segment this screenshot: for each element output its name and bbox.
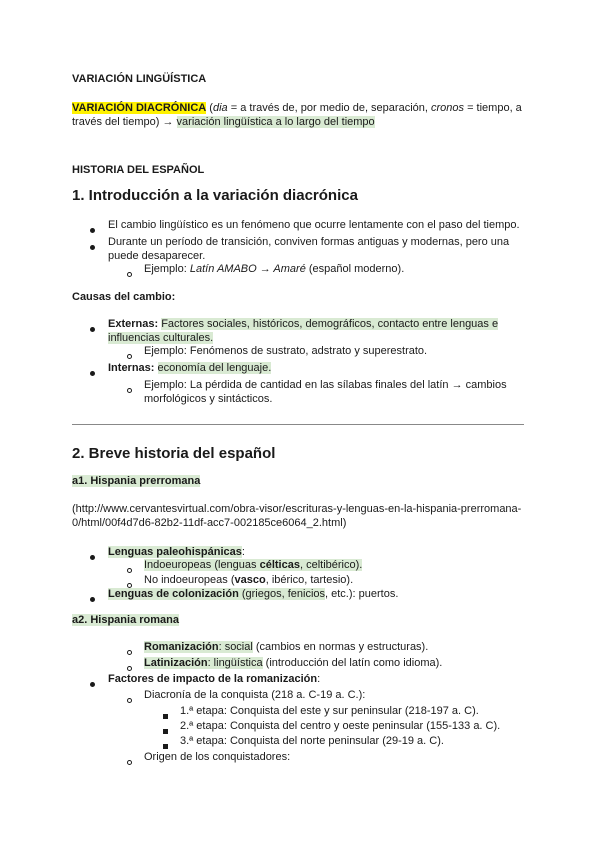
bullet-circle-icon bbox=[127, 693, 132, 707]
section-2-heading: 2. Breve historia del español bbox=[72, 445, 276, 462]
section-divider bbox=[72, 424, 524, 425]
definition-term: VARIACIÓN DIACRÓNICA bbox=[72, 102, 207, 114]
definition-paragraph: VARIACIÓN DIACRÓNICA (dia = a través de, por medio de, separación, cronos = tiempo, a través del tiempo) → variación lingüística a lo largo del tiempo bbox=[72, 102, 522, 128]
bullet-square-icon bbox=[163, 709, 168, 723]
list-item: 2.ª etapa: Conquista del centro y oeste peninsular (155-133 a. C). bbox=[180, 720, 501, 732]
bullet-dot-icon bbox=[90, 366, 95, 380]
source-link[interactable]: (http://www.cervantesvirtual.com/obra-visor/escrituras-y-lenguas-en-la-hispania-prerromana- 0/html/00f4d7d6-82b2-11df-acc7-002185ce6064_2.html) bbox=[72, 503, 522, 529]
list-item: Ejemplo: Fenómenos de sustrato, adstrato y superestrato. bbox=[144, 345, 428, 357]
list-item: Ejemplo: Latín AMABO → Amaré (español moderno). bbox=[144, 263, 405, 275]
bullet-circle-icon bbox=[127, 267, 132, 281]
bullet-dot-icon bbox=[90, 677, 95, 691]
list-item: Indoeuropeas (lenguas célticas, celtibérico). bbox=[144, 559, 363, 571]
list-item: Lenguas paleohispánicas: bbox=[108, 546, 245, 558]
list-item: Durante un período de transición, conviven formas antiguas y modernas, pero una puede desaparecer. bbox=[108, 236, 510, 262]
bullet-dot-icon bbox=[90, 322, 95, 336]
document-title: VARIACIÓN LINGÜÍSTICA bbox=[72, 73, 207, 85]
a2-heading: a2. Hispania romana bbox=[72, 614, 179, 626]
bullet-dot-icon bbox=[90, 223, 95, 237]
a1-heading: a1. Hispania prerromana bbox=[72, 475, 201, 487]
list-item: No indoeuropeas (vasco, ibérico, tartesio). bbox=[144, 574, 354, 586]
bullet-circle-icon bbox=[127, 755, 132, 769]
list-item: Origen de los conquistadores: bbox=[144, 751, 291, 763]
list-item: Ejemplo: La pérdida de cantidad en las sílabas finales del latín → cambios morfológicos y sintácticos. bbox=[144, 379, 507, 405]
bullet-dot-icon bbox=[90, 550, 95, 564]
list-item: El cambio lingüístico es un fenómeno que ocurre lentamente con el paso del tiempo. bbox=[108, 219, 520, 231]
bullet-dot-icon bbox=[90, 592, 95, 606]
list-item: Internas: economía del lenguaje. bbox=[108, 362, 272, 374]
list-item: Factores de impacto de la romanización: bbox=[108, 673, 321, 685]
bullet-circle-icon bbox=[127, 383, 132, 397]
definition-summary: variación lingüística a lo largo del tiempo bbox=[176, 116, 375, 128]
list-item: Externas: Factores sociales, históricos, demográficos, contacto entre lenguas e influencias culturales. bbox=[108, 318, 499, 344]
bullet-circle-icon bbox=[127, 563, 132, 577]
section-1-heading: 1. Introducción a la variación diacrónica bbox=[72, 187, 358, 204]
list-item: Latinización: lingüística (introducción del latín como idioma). bbox=[144, 657, 443, 669]
bullet-dot-icon bbox=[90, 240, 95, 254]
list-item: 3.ª etapa: Conquista del norte peninsular (29-19 a. C). bbox=[180, 735, 444, 747]
causes-heading: Causas del cambio: bbox=[72, 291, 176, 303]
bullet-square-icon bbox=[163, 724, 168, 738]
history-title: HISTORIA DEL ESPAÑOL bbox=[72, 164, 205, 176]
list-item: 1.ª etapa: Conquista del este y sur peninsular (218-197 a. C). bbox=[180, 705, 479, 717]
list-item: Romanización: social (cambios en normas y estructuras). bbox=[144, 641, 429, 653]
bullet-circle-icon bbox=[127, 645, 132, 659]
list-item: Diacronía de la conquista (218 a. C-19 a. C.): bbox=[144, 689, 366, 701]
list-item: Lenguas de colonización (griegos, fenicios, etc.): puertos. bbox=[108, 588, 399, 600]
